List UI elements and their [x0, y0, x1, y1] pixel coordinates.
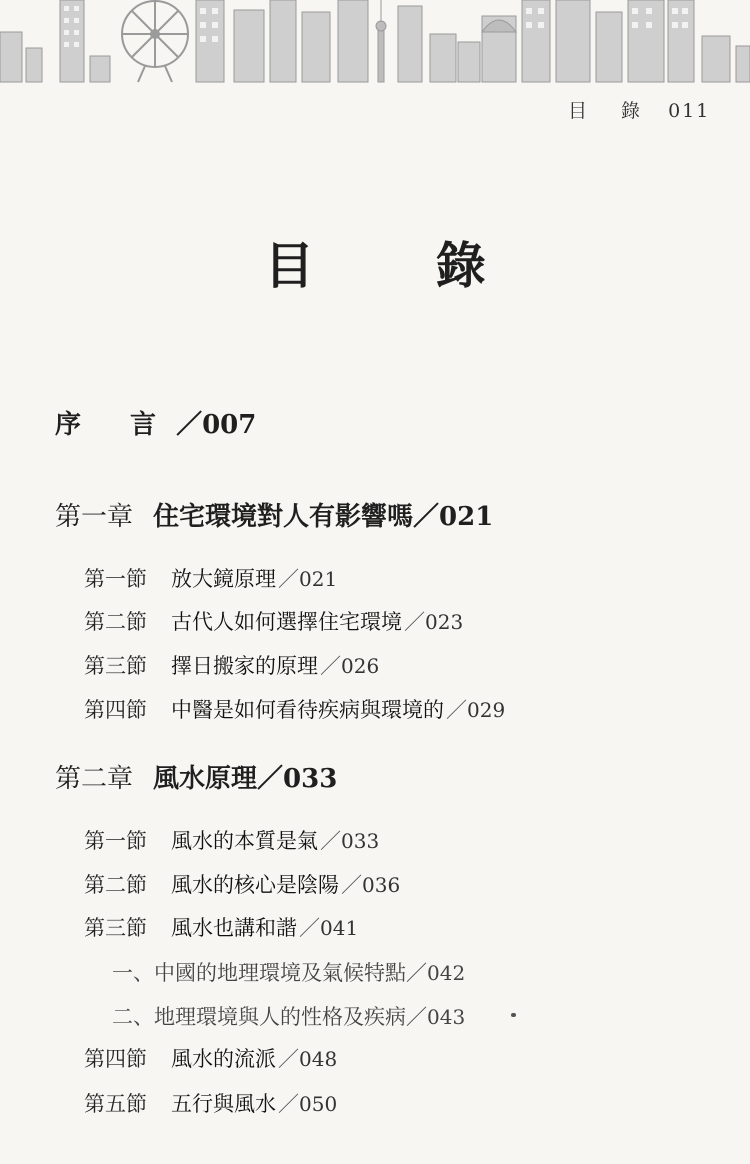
- toc-chapter-2[interactable]: [55, 758, 337, 795]
- running-head: [568, 96, 728, 123]
- toc-section[interactable]: [84, 825, 379, 855]
- section-number: 第三節: [84, 916, 147, 940]
- subsection-sep: ／: [406, 961, 427, 985]
- page-number: 011: [668, 100, 711, 122]
- toc-section[interactable]: [84, 912, 358, 942]
- section-title: 風水也講和諧: [171, 916, 297, 940]
- skyline-header-decoration: [0, 0, 750, 92]
- toc-chapter-1[interactable]: [55, 496, 493, 533]
- section-sep: ／: [320, 654, 341, 678]
- chapter-number: 第二章: [55, 764, 134, 794]
- toc-subsection[interactable]: [112, 957, 465, 987]
- section-sep: ／: [320, 829, 341, 853]
- chapter-page: 021: [439, 502, 494, 532]
- section-title: 風水的流派: [171, 1047, 276, 1071]
- chapter-title: 風水原理: [153, 764, 258, 794]
- section-page: 023: [425, 610, 464, 634]
- section-sep: ／: [299, 916, 320, 940]
- section-number: 第四節: [84, 1047, 147, 1071]
- toc-section[interactable]: [84, 869, 400, 899]
- section-sep: ／: [278, 1092, 299, 1116]
- preface-label: 序 言: [55, 410, 177, 440]
- chapter-sep: ／: [257, 764, 284, 794]
- section-title: 中醫是如何看待疾病與環境的: [171, 698, 444, 722]
- preface-page: 007: [202, 410, 257, 440]
- toc-section[interactable]: [84, 563, 337, 593]
- section-number: 第一節: [84, 567, 147, 591]
- section-page: 041: [320, 916, 359, 940]
- section-title: 古代人如何選擇住宅環境: [171, 610, 402, 634]
- section-number: 第五節: [84, 1092, 147, 1116]
- subsection-page: 042: [427, 961, 466, 985]
- section-title: 風水的核心是陰陽: [171, 873, 339, 897]
- section-number: 第四節: [84, 698, 147, 722]
- subsection-title: 一、中國的地理環境及氣候特點: [112, 961, 406, 985]
- section-number: 第二節: [84, 610, 147, 634]
- stray-ink-mark: [511, 1013, 516, 1017]
- toc-entry-preface[interactable]: [55, 404, 256, 441]
- section-page: 050: [299, 1092, 338, 1116]
- subsection-title: 二、地理環境與人的性格及疾病: [112, 1005, 406, 1029]
- subsection-page: 043: [427, 1005, 466, 1029]
- section-page: 021: [299, 567, 338, 591]
- section-title: 擇日搬家的原理: [171, 654, 318, 678]
- section-page: 026: [341, 654, 380, 678]
- chapter-number: 第一章: [55, 502, 134, 532]
- section-sep: ／: [446, 698, 467, 722]
- chapter-page: 033: [283, 764, 338, 794]
- section-sep: ／: [341, 873, 362, 897]
- toc-section[interactable]: [84, 1088, 337, 1118]
- section-number: 第二節: [84, 873, 147, 897]
- section-page: 048: [299, 1047, 338, 1071]
- section-sep: ／: [278, 567, 299, 591]
- running-head-title: 目 錄: [568, 100, 655, 122]
- section-number: 第三節: [84, 654, 147, 678]
- section-page: 029: [467, 698, 506, 722]
- chapter-sep: ／: [413, 502, 440, 532]
- section-page: 036: [362, 873, 401, 897]
- section-page: 033: [341, 829, 380, 853]
- preface-sep: ／: [176, 410, 203, 440]
- toc-subsection[interactable]: [112, 1001, 465, 1031]
- section-title: 放大鏡原理: [171, 567, 276, 591]
- section-number: 第一節: [84, 829, 147, 853]
- section-sep: ／: [404, 610, 425, 634]
- toc-section[interactable]: [84, 694, 505, 724]
- section-sep: ／: [278, 1047, 299, 1071]
- toc-section[interactable]: [84, 606, 463, 636]
- subsection-sep: ／: [406, 1005, 427, 1029]
- toc-section[interactable]: [84, 1043, 337, 1073]
- page-title: 目 錄: [264, 237, 538, 295]
- section-title: 風水的本質是氣: [171, 829, 318, 853]
- chapter-title: 住宅環境對人有影響嗎: [153, 502, 414, 532]
- section-title: 五行與風水: [171, 1092, 276, 1116]
- toc-section[interactable]: [84, 650, 379, 680]
